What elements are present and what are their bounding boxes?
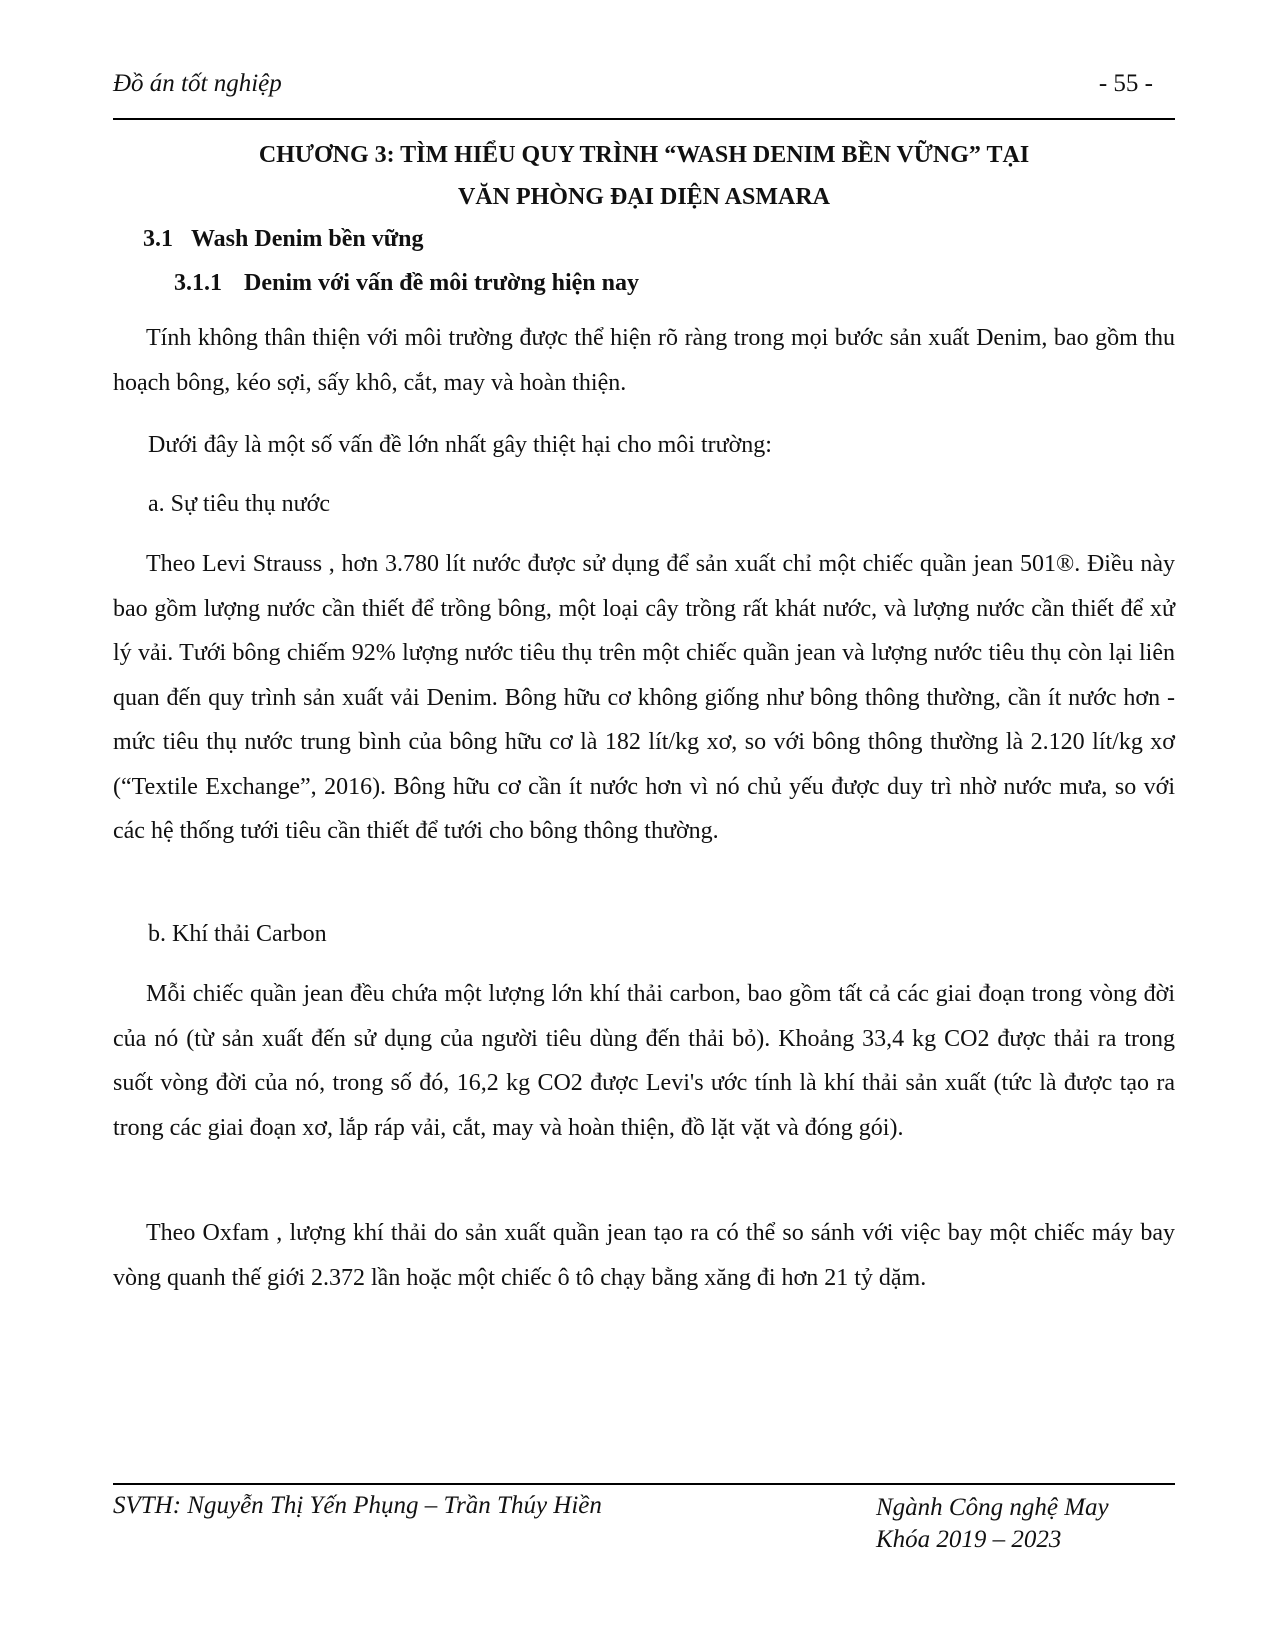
footer-students: SVTH: Nguyễn Thị Yến Phụng – Trần Thúy Hiền — [113, 1492, 602, 1519]
section-title: Wash Denim bền vững — [191, 226, 424, 252]
subsection-title: Denim với vấn đề môi trường hiện nay — [244, 270, 640, 296]
paragraph-water: Theo Levi Strauss , hơn 3.780 lít nước được sử dụng để sản xuất chỉ một chiếc quần jean 501®. Điều này bao gồm lượng nước cần thiết để trồng bông, một loại cây trồng rất khát nước, và lượng nước cần thiết để xử lý vải. Tưới bông chiếm 92% lượng nước tiêu thụ trên một chiếc quần jean và lượng nước tiêu thụ còn lại liên quan đến quy trình sản xuất vải Denim. Bông hữu cơ không giống như bông thông thường, cần ít nước hơn - mức tiêu thụ nước trung bình của bông hữu cơ là 182 lít/kg xơ, so với bông thông thường là 2.120 lít/kg xơ (“Textile Exchange”, 2016). Bông hữu cơ cần ít nước hơn vì nó chủ yếu được duy trì nhờ nước mưa, so với các hệ thống tưới tiêu cần thiết để tưới cho bông thông thường. — [113, 551, 1175, 844]
header-divider — [113, 118, 1175, 120]
subsection-number: 3.1.1 — [174, 270, 222, 296]
paragraph-intro: Tính không thân thiện với môi trường được thể hiện rõ ràng trong mọi bước sản xuất Denim, bao gồm thu hoạch bông, kéo sợi, sấy khô, cắt, may và hoàn thiện. — [113, 325, 1175, 396]
subsection-heading — [174, 270, 639, 297]
footer-course: Khóa 2019 – 2023 — [876, 1526, 1062, 1553]
paragraph-oxfam: Theo Oxfam , lượng khí thải do sản xuất quần jean tạo ra có thể so sánh với việc bay một chiếc máy bay vòng quanh thế giới 2.372 lần hoặc một chiếc ô tô chạy bằng xăng đi hơn 21 tỷ dặm. — [113, 1220, 1175, 1291]
footer-major: Ngành Công nghệ May — [876, 1494, 1109, 1521]
page-header — [113, 70, 1175, 110]
section-number: 3.1 — [143, 226, 173, 252]
page-number: - 55 - — [1098, 70, 1153, 97]
chapter-title-line-1: CHƯƠNG 3: TÌM HIỂU QUY TRÌNH “WASH DENIM BỀN VỮNG” TẠI — [258, 142, 1030, 168]
chapter-title-line-2: VĂN PHÒNG ĐẠI DIỆN ASMARA — [457, 184, 830, 210]
chapter-title — [113, 134, 1175, 218]
footer-divider — [113, 1483, 1175, 1485]
section-heading — [143, 226, 423, 253]
paragraph-carbon: Mỗi chiếc quần jean đều chứa một lượng lớn khí thải carbon, bao gồm tất cả các giai đoạn trong vòng đời của nó (từ sản xuất đến sử dụng của người tiêu dùng đến thải bỏ). Khoảng 33,4 kg CO2 được thải ra trong suốt vòng đời của nó, trong số đó, 16,2 kg CO2 được Levi's ước tính là khí thải sản xuất (tức là được tạo ra trong các giai đoạn xơ, lắp ráp vải, cắt, may và hoàn thiện, đồ lặt vặt và đóng gói). — [113, 981, 1175, 1141]
paragraph-issues-lead: Dưới đây là một số vấn đề lớn nhất gây thiệt hại cho môi trường: — [148, 432, 772, 458]
list-item-carbon: b. Khí thải Carbon — [148, 921, 327, 947]
list-item-water: a. Sự tiêu thụ nước — [148, 491, 331, 517]
header-title: Đồ án tốt nghiệp — [113, 70, 282, 97]
footer-program — [876, 1492, 1109, 1556]
